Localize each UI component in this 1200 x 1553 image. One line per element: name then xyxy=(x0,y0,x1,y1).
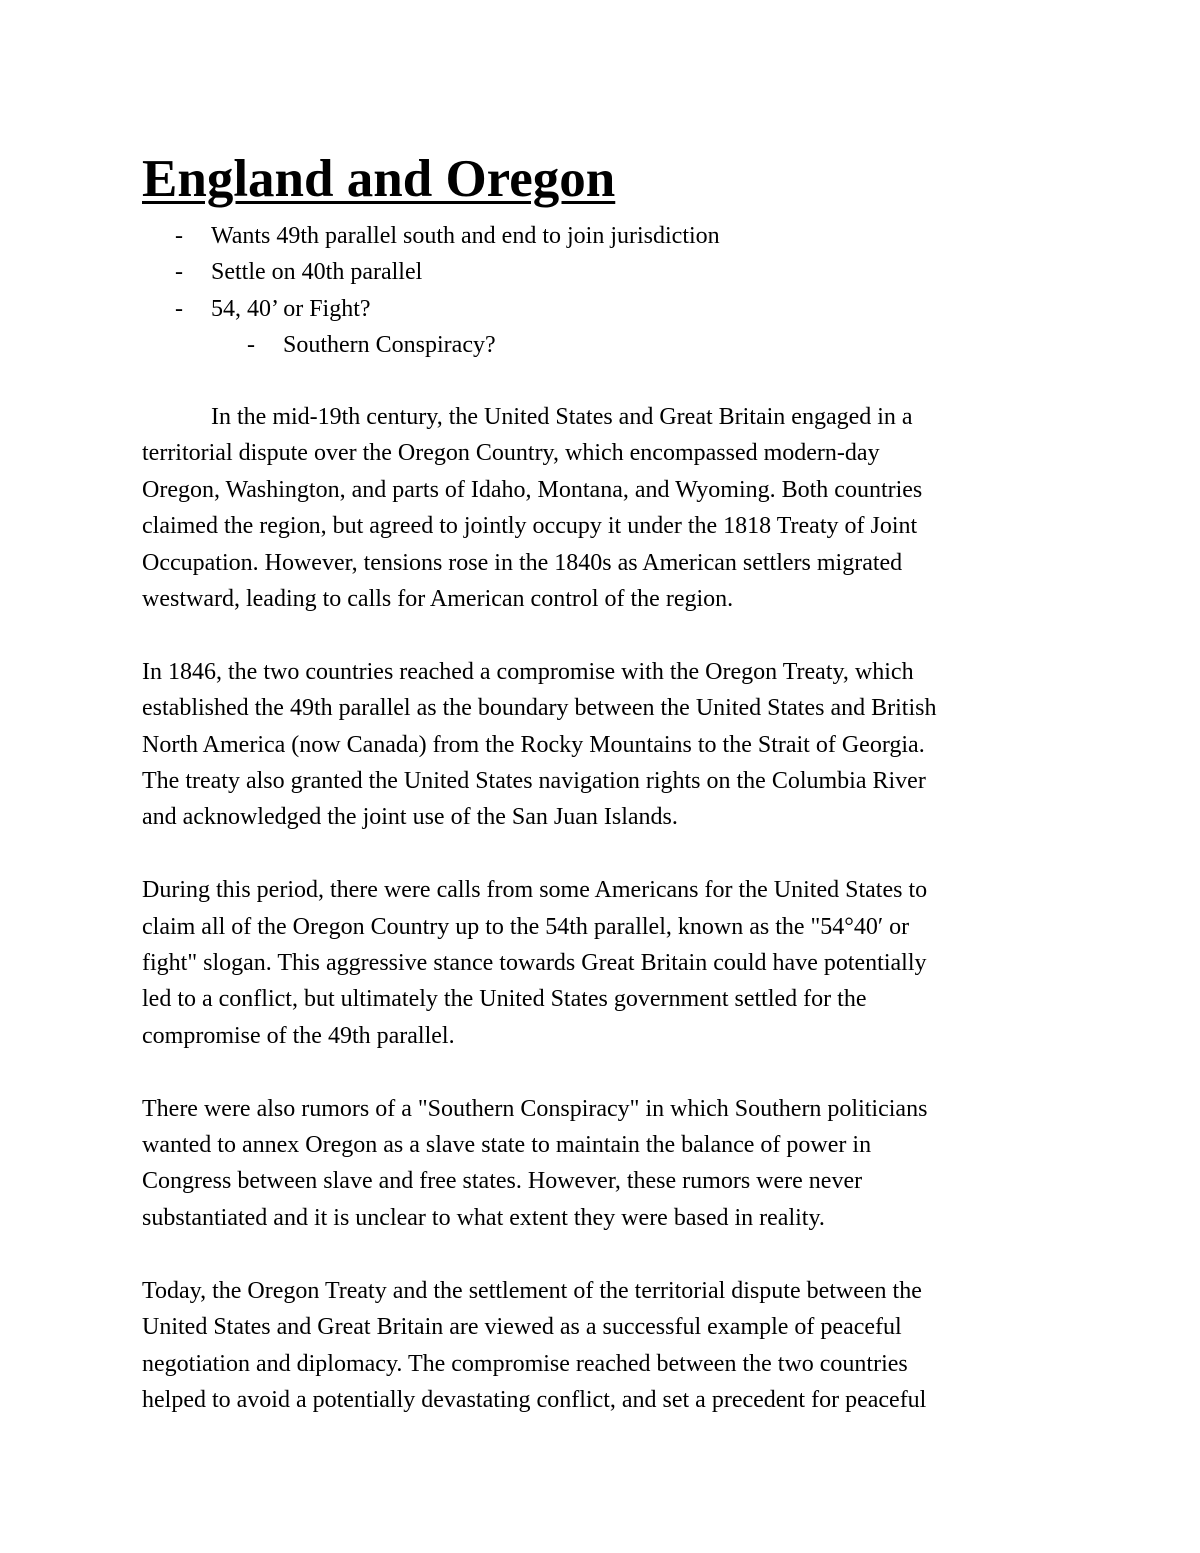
paragraph-line: wanted to annex Oregon as a slave state to maintain the balance of power in xyxy=(142,1132,872,1159)
paragraph-line: claim all of the Oregon Country up to the 54th parallel, known as the "54°40′ or xyxy=(142,913,910,940)
paragraph-line: The treaty also granted the United States navigation rights on the Columbia River xyxy=(142,768,926,795)
bullet-text: Wants 49th parallel south and end to join jurisdiction xyxy=(211,223,720,249)
paragraph xyxy=(142,399,1062,617)
paragraph xyxy=(142,872,1062,1054)
bullet-marker: - xyxy=(175,295,183,322)
paragraph-line: fight" slogan. This aggressive stance towards Great Britain could have potentially xyxy=(142,950,927,977)
paragraph-line: substantiated and it is unclear to what extent they were based in reality. xyxy=(142,1204,825,1231)
bullet-text: Settle on 40th parallel xyxy=(211,259,423,286)
paragraph-line: During this period, there were calls from some Americans for the United States to xyxy=(142,877,928,904)
bullet-text: Southern Conspiracy? xyxy=(283,332,496,359)
bullet-marker: - xyxy=(175,259,183,286)
paragraph-line: In the mid-19th century, the United States and Great Britain engaged in a xyxy=(211,404,913,430)
paragraph-line: established the 49th parallel as the boundary between the United States and British xyxy=(142,695,937,722)
paragraph-line: United States and Great Britain are viewed as a successful example of peaceful xyxy=(142,1314,902,1341)
paragraph-line: North America (now Canada) from the Rocky Mountains to the Strait of Georgia. xyxy=(142,731,925,758)
paragraph xyxy=(142,1091,1062,1237)
paragraph xyxy=(142,654,1062,836)
paragraph-line: led to a conflict, but ultimately the United States government settled for the xyxy=(142,986,867,1013)
paragraph-line: and acknowledged the joint use of the San Juan Islands. xyxy=(142,804,678,831)
bullet-marker: - xyxy=(247,332,255,359)
bullet-text: 54, 40’ or Fight? xyxy=(211,295,371,322)
paragraph-line: claimed the region, but agreed to jointly occupy it under the 1818 Treaty of Joint xyxy=(142,513,918,540)
paragraph-line: helped to avoid a potentially devastating conflict, and set a precedent for peaceful xyxy=(142,1386,927,1413)
paragraph-line: Congress between slave and free states. However, these rumors were never xyxy=(142,1168,863,1195)
paragraph-line: Occupation. However, tensions rose in the 1840s as American settlers migrated xyxy=(142,549,903,576)
document-title: England and Oregon xyxy=(142,150,616,208)
paragraph-line: In 1846, the two countries reached a compromise with the Oregon Treaty, which xyxy=(142,658,914,685)
bullet-marker: - xyxy=(175,223,183,249)
paragraph-line: negotiation and diplomacy. The compromise reached between the two countries xyxy=(142,1350,908,1377)
paragraph xyxy=(142,1273,1062,1419)
paragraph-line: There were also rumors of a "Southern Conspiracy" in which Southern politicians xyxy=(142,1095,928,1122)
body-text xyxy=(142,399,1062,1455)
paragraph-line: Oregon, Washington, and parts of Idaho, Montana, and Wyoming. Both countries xyxy=(142,476,923,503)
paragraph-line: compromise of the 49th parallel. xyxy=(142,1022,455,1049)
paragraph-line: westward, leading to calls for American control of the region. xyxy=(142,586,734,613)
paragraph-line: territorial dispute over the Oregon Country, which encompassed modern-day xyxy=(142,440,880,467)
paragraph-line: Today, the Oregon Treaty and the settlement of the territorial dispute between the xyxy=(142,1277,922,1304)
